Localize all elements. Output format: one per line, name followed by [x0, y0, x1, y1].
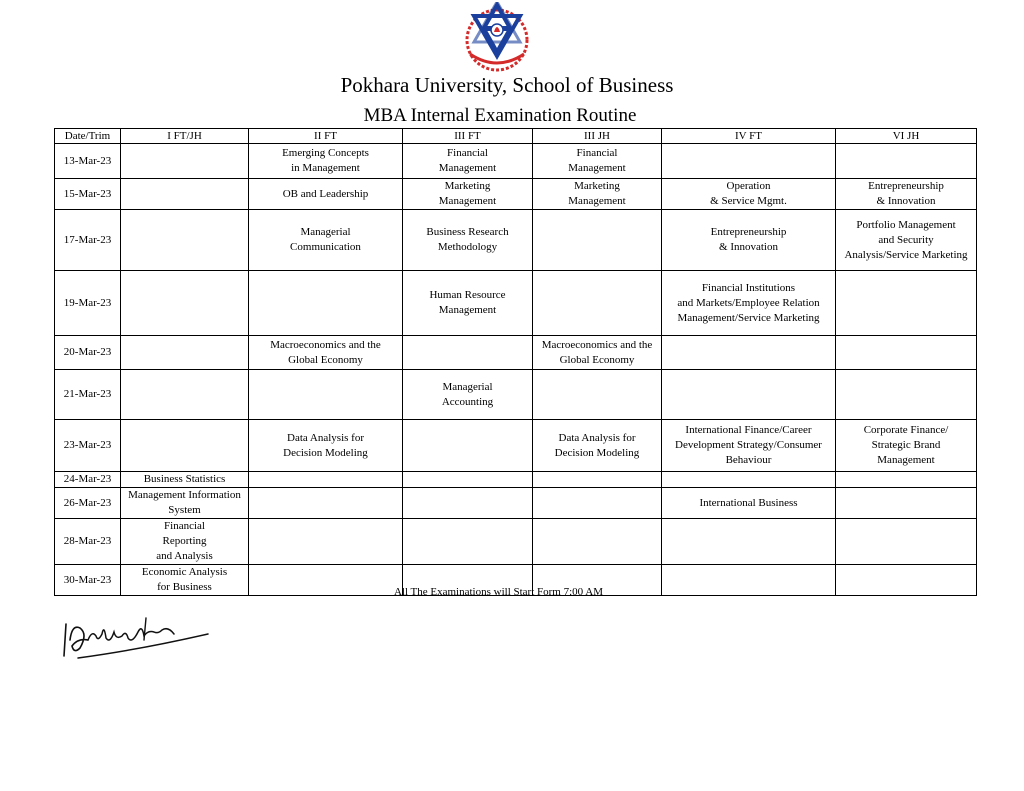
table-row — [55, 420, 977, 472]
table-row — [55, 210, 977, 271]
date-cell: 28-Mar-23 — [55, 519, 121, 565]
exam-cell: OB and Leadership — [249, 179, 403, 210]
exam-cell: Operation & Service Mgmt. — [662, 179, 836, 210]
table-row — [55, 370, 977, 420]
routine-title: MBA Internal Examination Routine — [363, 105, 637, 126]
exam-cell — [533, 370, 662, 420]
exam-cell: Management Information System — [121, 488, 249, 519]
exam-cell — [836, 144, 977, 179]
table-row — [55, 179, 977, 210]
exam-cell — [121, 420, 249, 472]
exam-cell — [121, 144, 249, 179]
exam-cell: Economic Analysis for Business — [121, 565, 249, 596]
table-row — [55, 519, 977, 565]
exam-start-note: All The Examinations will Start Form 7:00 AM — [393, 586, 604, 598]
exam-cell — [249, 472, 403, 488]
exam-cell: Financial Management — [403, 144, 533, 179]
column-header: IV FT — [662, 129, 836, 144]
exam-cell — [662, 144, 836, 179]
exam-cell — [403, 336, 533, 370]
exam-cell — [533, 210, 662, 271]
column-header: II FT — [249, 129, 403, 144]
exam-cell: Managerial Accounting — [403, 370, 533, 420]
date-cell: 30-Mar-23 — [55, 565, 121, 596]
exam-cell — [533, 271, 662, 336]
exam-cell — [403, 472, 533, 488]
exam-cell — [533, 488, 662, 519]
exam-cell — [836, 472, 977, 488]
table-row — [55, 472, 977, 488]
exam-cell — [836, 336, 977, 370]
exam-cell — [403, 488, 533, 519]
exam-cell: Macroeconomics and the Global Economy — [249, 336, 403, 370]
exam-cell — [662, 519, 836, 565]
exam-cell: Marketing Management — [403, 179, 533, 210]
exam-cell — [121, 210, 249, 271]
column-header: VI JH — [836, 129, 977, 144]
exam-cell: Corporate Finance/ Strategic Brand Management — [836, 420, 977, 472]
exam-cell: Entrepreneurship & Innovation — [662, 210, 836, 271]
exam-cell: International Business — [662, 488, 836, 519]
exam-cell: Business Research Methodology — [403, 210, 533, 271]
exam-cell — [662, 336, 836, 370]
exam-routine-table — [54, 128, 977, 596]
exam-cell: International Finance/Career Development Strategy/Consumer Behaviour — [662, 420, 836, 472]
exam-cell: Portfolio Management and Security Analysis/Service Marketing — [836, 210, 977, 271]
column-header: Date/Trim — [55, 129, 121, 144]
date-cell: 15-Mar-23 — [55, 179, 121, 210]
exam-cell — [662, 472, 836, 488]
exam-cell: Macroeconomics and the Global Economy — [533, 336, 662, 370]
date-cell: 23-Mar-23 — [55, 420, 121, 472]
date-cell: 21-Mar-23 — [55, 370, 121, 420]
date-cell: 20-Mar-23 — [55, 336, 121, 370]
exam-cell — [662, 370, 836, 420]
exam-cell — [249, 370, 403, 420]
date-cell: 24-Mar-23 — [55, 472, 121, 488]
exam-cell — [249, 519, 403, 565]
table-row — [55, 271, 977, 336]
exam-cell: Data Analysis for Decision Modeling — [249, 420, 403, 472]
date-cell: 17-Mar-23 — [55, 210, 121, 271]
exam-cell: Financial Reporting and Analysis — [121, 519, 249, 565]
exam-cell — [533, 519, 662, 565]
exam-cell — [249, 271, 403, 336]
table-row — [55, 144, 977, 179]
exam-cell — [533, 472, 662, 488]
exam-cell — [403, 519, 533, 565]
date-cell: 13-Mar-23 — [55, 144, 121, 179]
table-row — [55, 488, 977, 519]
exam-cell: Managerial Communication — [249, 210, 403, 271]
column-header: I FT/JH — [121, 129, 249, 144]
exam-cell — [121, 370, 249, 420]
exam-cell — [836, 271, 977, 336]
exam-cell: Data Analysis for Decision Modeling — [533, 420, 662, 472]
exam-cell — [836, 519, 977, 565]
exam-cell: Financial Institutions and Markets/Employee Relation Management/Service Marketing — [662, 271, 836, 336]
exam-cell — [121, 336, 249, 370]
university-logo — [458, 2, 536, 74]
exam-cell — [121, 271, 249, 336]
exam-cell: Marketing Management — [533, 179, 662, 210]
exam-cell: Entrepreneurship & Innovation — [836, 179, 977, 210]
table-row — [55, 336, 977, 370]
table-header-row — [55, 129, 977, 144]
exam-cell: Emerging Concepts in Management — [249, 144, 403, 179]
exam-cell: Financial Management — [533, 144, 662, 179]
signature — [58, 610, 218, 662]
exam-cell — [403, 420, 533, 472]
date-cell: 26-Mar-23 — [55, 488, 121, 519]
exam-cell — [836, 488, 977, 519]
column-header: III JH — [533, 129, 662, 144]
university-name: Pokhara University, School of Business — [340, 73, 674, 97]
exam-cell: Business Statistics — [121, 472, 249, 488]
column-header: III FT — [403, 129, 533, 144]
date-cell: 19-Mar-23 — [55, 271, 121, 336]
exam-cell: Human Resource Management — [403, 271, 533, 336]
exam-cell — [121, 179, 249, 210]
exam-cell — [249, 488, 403, 519]
exam-cell — [836, 370, 977, 420]
